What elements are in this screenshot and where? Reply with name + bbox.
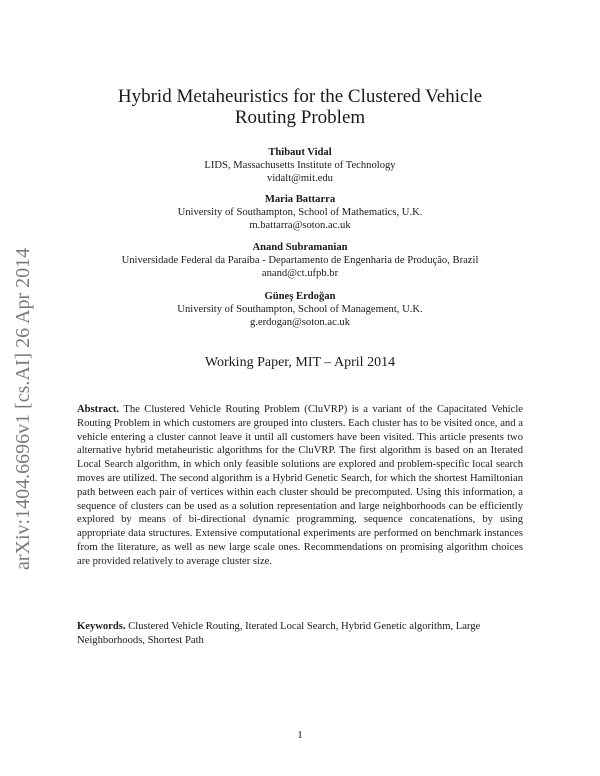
abstract-label: Abstract. <box>77 404 120 415</box>
author-email: anand@ct.ufpb.br <box>261 268 339 279</box>
author-name: Güneş Erdoğan <box>264 291 336 302</box>
keywords-text: Clustered Vehicle Routing, Iterated Local Search, Hybrid Genetic algorithm, Large Neighborhoods, Shortest Path <box>77 621 481 646</box>
author-name: Thibaut Vidal <box>268 147 332 158</box>
author-email: m.battarra@soton.ac.uk <box>249 220 351 231</box>
author-affiliation: University of Southampton, School of Mathematics, U.K. <box>177 207 423 218</box>
abstract <box>77 403 523 569</box>
author-block <box>60 290 540 329</box>
author-affiliation: LIDS, Massachusetts Institute of Technology <box>204 160 396 171</box>
keywords-label: Keywords. <box>77 621 126 632</box>
arxiv-identifier: arXiv:1404.6696v1 [cs.AI] 26 Apr 2014 <box>12 247 34 570</box>
author-block <box>60 241 540 280</box>
keywords <box>77 620 523 648</box>
paper-title <box>70 86 530 128</box>
author-block <box>60 193 540 232</box>
author-affiliation: Universidade Federal da Paraíba - Departamento de Engenharia de Produção, Brazil <box>121 255 479 266</box>
abstract-text: The Clustered Vehicle Routing Problem (CluVRP) is a variant of the Capacitated Vehicle Routing Problem in which customers are grouped into clusters. Each cluster has to be visited once, and a vehicle entering a cluster cannot leave it until all customers have been visited. This article presents two alternative hybrid metaheuristic algorithms for the CluVRP. The first algorithm is based on an Iterated Local Search algorithm, in which only feasible solutions are explored and problem-specific local search moves are utilized. The second algorithm is a Hybrid Genetic Search, for which the shortest Hamiltonian path between each pair of vertices within each cluster should be precomputed. Using this information, a sequence of clusters can be used as a solution representation and large neighborhoods can be efficiently explored by means of bi-directional dynamic programming, sequence concatenations, by using appropriate data structures. Extensive computational experiments are performed on benchmark instances from the literature, as well as new large scale ones. Recommendations on promising algorithm choices are provided relatively to average cluster size. <box>77 404 523 567</box>
working-paper-note: Working Paper, MIT – April 2014 <box>204 355 396 370</box>
author-name: Anand Subramanian <box>252 242 348 253</box>
page-number: 1 <box>297 729 303 741</box>
author-name: Maria Battarra <box>264 194 336 205</box>
title-line: Hybrid Metaheuristics for the Clustered Vehicle <box>117 86 483 107</box>
author-block <box>60 146 540 185</box>
author-email: vidalt@mit.edu <box>267 173 333 184</box>
title-line: Routing Problem <box>234 107 366 128</box>
author-email: g.erdogan@soton.ac.uk <box>249 317 351 328</box>
author-affiliation: University of Southampton, School of Management, U.K. <box>177 304 423 315</box>
